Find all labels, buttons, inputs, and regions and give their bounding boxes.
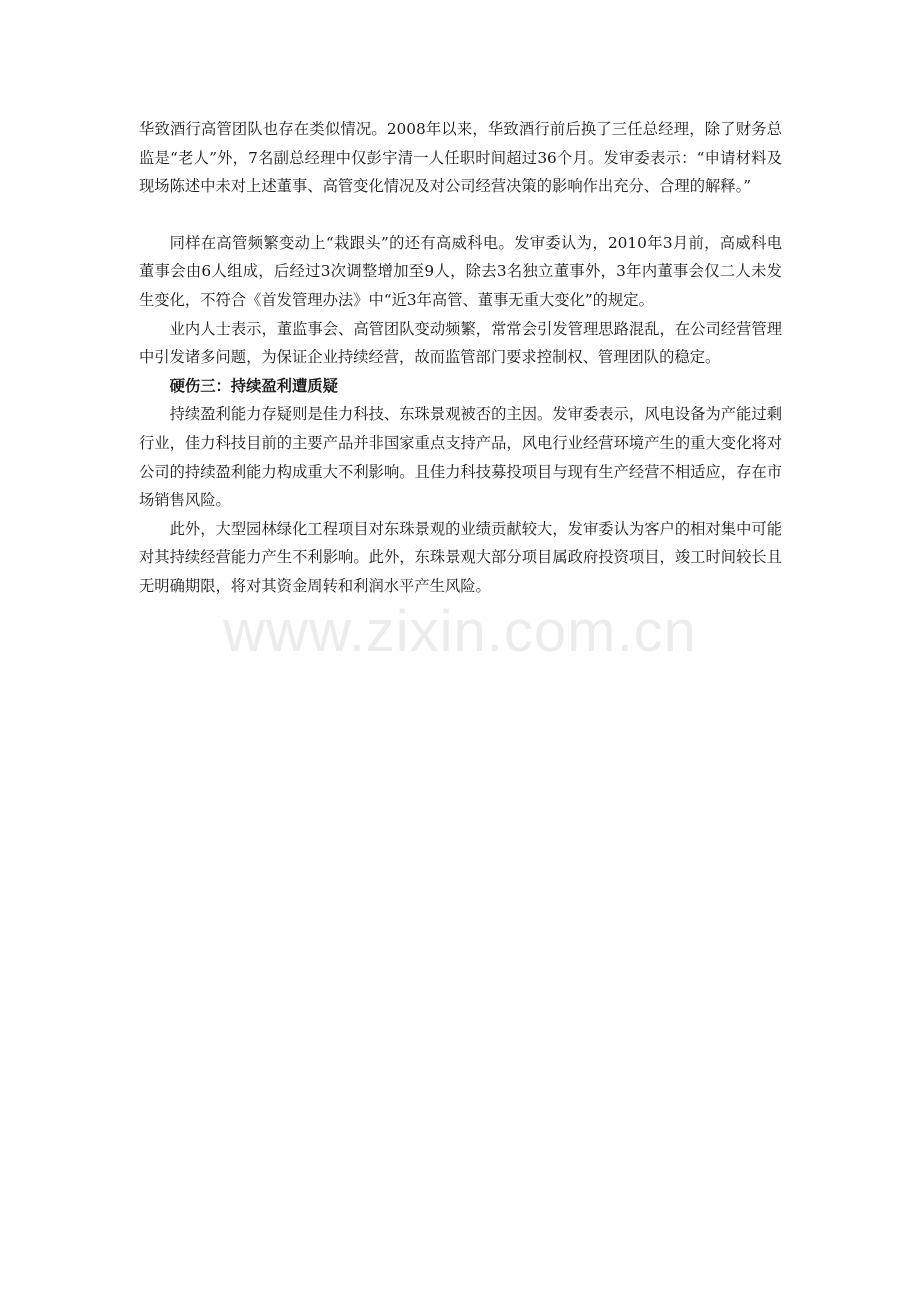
paragraph-gap: [139, 201, 782, 229]
section-heading: 硬伤三：持续盈利遭质疑: [169, 376, 338, 395]
document-body: [139, 115, 782, 601]
paragraph-3: 业内人士表示，董监事会、高管团队变动频繁，常常会引发管理思路混乱，在公司经营管理中引发诸多问题，为保证企业持续经营，故而监管部门要求控制权、管理团队的稳定。: [139, 319, 782, 367]
paragraph-1: 华致酒行高管团队也存在类似情况。2008年以来，华致酒行前后换了三任总经理，除了财务总监是“老人”外，7名副总经理中仅彭宇清一人任职时间超过36个月。发审委表示：“申请材料及现场陈述中未对上述董事、高管变化情况及对公司经营决策的影响作出充分、合理的解释。”: [139, 120, 782, 196]
paragraph-4: 持续盈利能力存疑则是佳力科技、东珠景观被否的主因。发审委表示，风电设备为产能过剩行业，佳力科技目前的主要产品并非国家重点支持产品，风电行业经营环境产生的重大变化将对公司的持续盈利能力构成重大不利影响。且佳力科技募投项目与现有生产经营不相适应，存在市场销售风险。: [139, 405, 782, 510]
paragraph-5: 此外，大型园林绿化工程项目对东珠景观的业绩贡献较大，发审委认为客户的相对集中可能对其持续经营能力产生不利影响。此外，东珠景观大部分项目属政府投资项目，竣工时间较长且无明确期限，将对其资金周转和利润水平产生风险。: [139, 519, 782, 595]
watermark-text: www.zixin.com.cn: [223, 599, 697, 664]
paragraph-2: 同样在高管频繁变动上“栽跟头”的还有高威科电。发审委认为，2010年3月前，高威科电董事会由6人组成，后经过3次调整增加至9人，除去3名独立董事外，3年内董事会仅二人未发生变化，不符合《首发管理办法》中“近3年高管、董事无重大变化”的规定。: [139, 233, 782, 309]
